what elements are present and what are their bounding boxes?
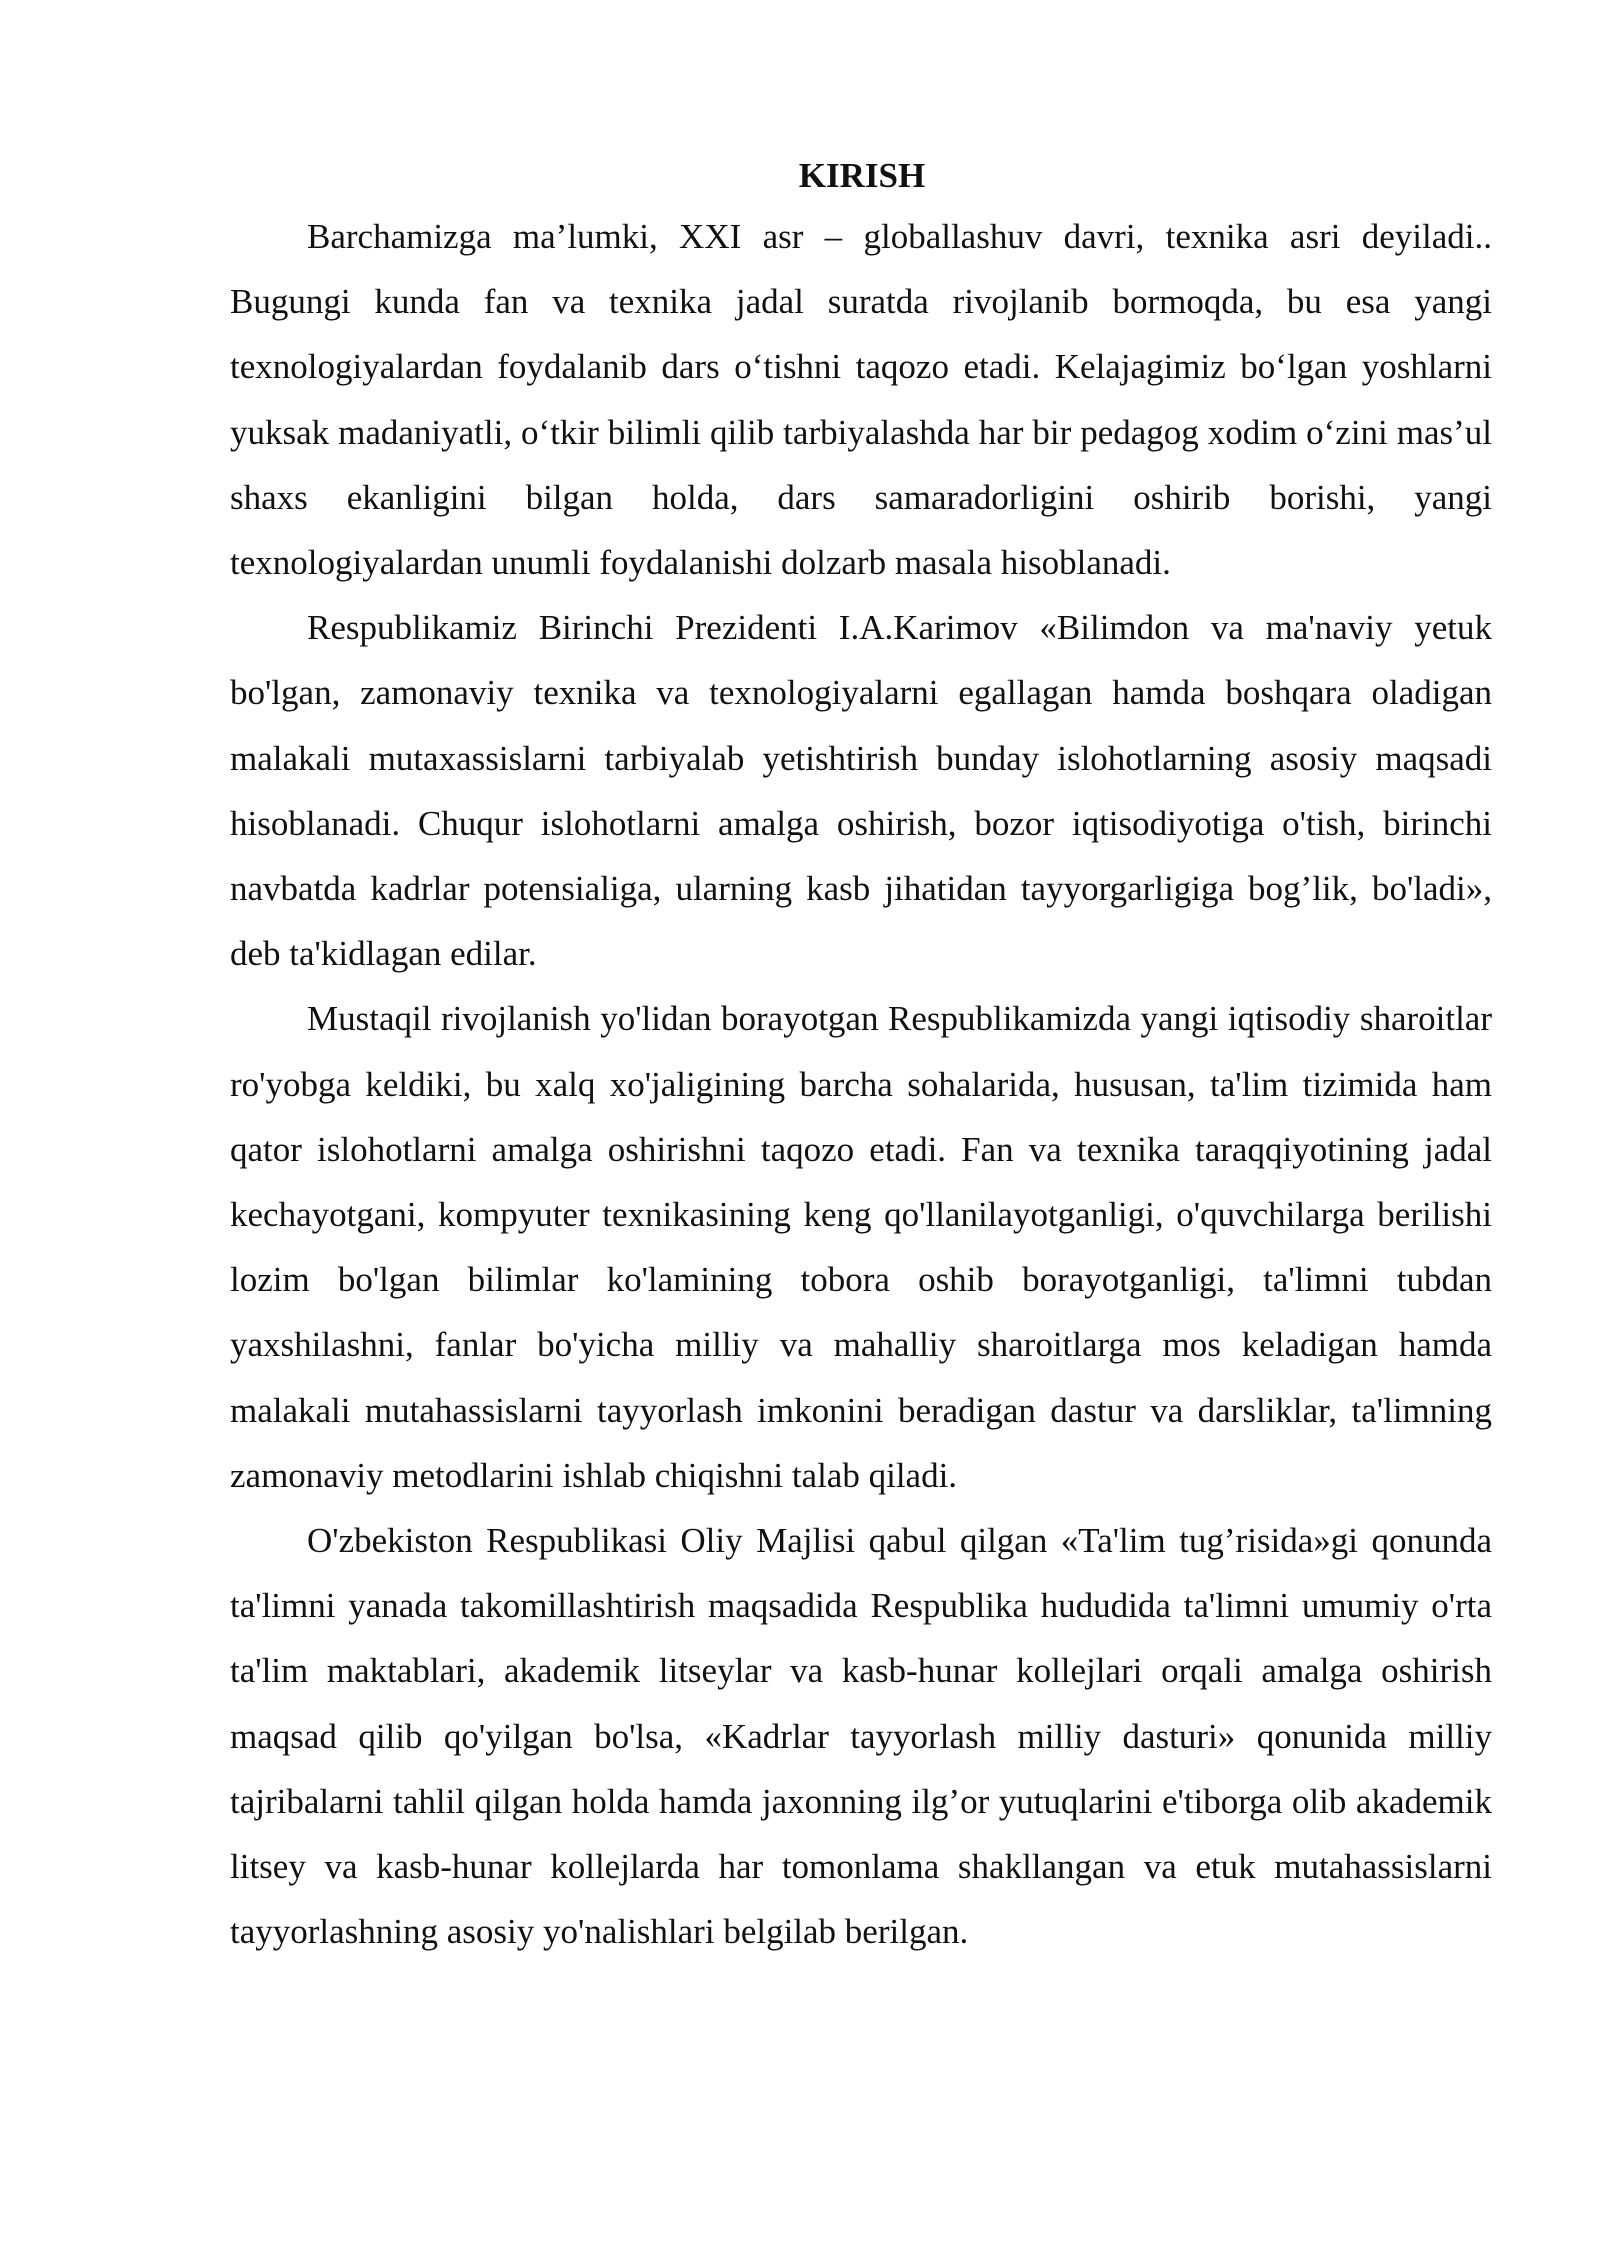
page-title: KIRISH (798, 156, 926, 195)
paragraph-education-law: O'zbekiston Respublikasi Oliy Majlisi qabul qilgan «Ta'lim tug’risida»gi qonunda ta'limni yanada takomillashtirish maqsadida Respublika hududida ta'limni umumiy o'rta ta'lim maktablari, akademik litseylar va kasb-hunar kollejlari orqali amalga oshirish maqsad qilib qo'yilgan bo'lsa, «Kadrlar tayyorlash milliy dasturi» qonunida milliy tajribalarni tahlil qilgan holda hamda jaxonning ilg’or yutuqlarini e'tiborga olib akademik litsey va kasb-hunar kollejlarda har tomonlama shakllangan va etuk mutahassislarni tayyorlashning asosiy yo'nalishlari belgilab berilgan. (230, 1521, 1492, 1952)
paragraph-independent-development: Mustaqil rivojlanish yo'lidan borayotgan Respublikamizda yangi iqtisodiy sharoitlar ro'yobga keldiki, bu xalq xo'jaligining barcha sohalarida, hususan, ta'lim tizimida ham qator islohotlarni amalga oshirishni taqozo etadi. Fan va texnika taraqqiyotining jadal kechayotgani, kompyuter texnikasining keng qo'llanilayotganligi, o'quvchilarga berilishi lozim bo'lgan bilimlar ko'lamining tobora oshib borayotganligi, ta'limni tubdan yaxshilashni, fanlar bo'yicha milliy va mahalliy sharoitlarga mos keladigan hamda malakali mutahassislarni tayyorlash imkonini beradigan dastur va darsliklar, ta'limning zamonaviy metodlarini ishlab chiqishni talab qiladi. (230, 999, 1492, 1495)
paragraph-karimov-quote: Respublikamiz Birinchi Prezidenti I.A.Karimov «Bilimdon va ma'naviy yetuk bo'lgan, zamonaviy texnika va texnologiyalarni egallagan hamda boshqara oladigan malakali mutaxassislarni tarbiyalab yetishtirish bunday islohotlarning asosiy maqsadi hisoblanadi. Chuqur islohotlarni amalga oshirish, bozor iqtisodiyotiga o'tish, birinchi navbatda kadrlar potensialiga, ularning kasb jihatidan tayyorgarligiga bog’lik, bo'ladi», deb ta'kidlagan edilar. (230, 608, 1492, 974)
paragraph-intro: Barchamizga ma’lumki, XXI asr – globallashuv davri, texnika asri deyiladi.. Bugungi kunda fan va texnika jadal suratda rivojlanib bormoqda, bu esa yangi texnologiyalardan foydalanib dars o‘tishni taqozo etadi. Kelajagimiz bo‘lgan yoshlarni yuksak madaniyatli, o‘tkir bilimli qilib tarbiyalashda har bir pedagog xodim o‘zini mas’ul shaxs ekanligini bilgan holda, dars samaradorligini oshirib borishi, yangi texnologiyalardan unumli foydalanishi dolzarb masala hisoblanadi. (230, 217, 1492, 583)
document-body (230, 148, 1492, 1964)
